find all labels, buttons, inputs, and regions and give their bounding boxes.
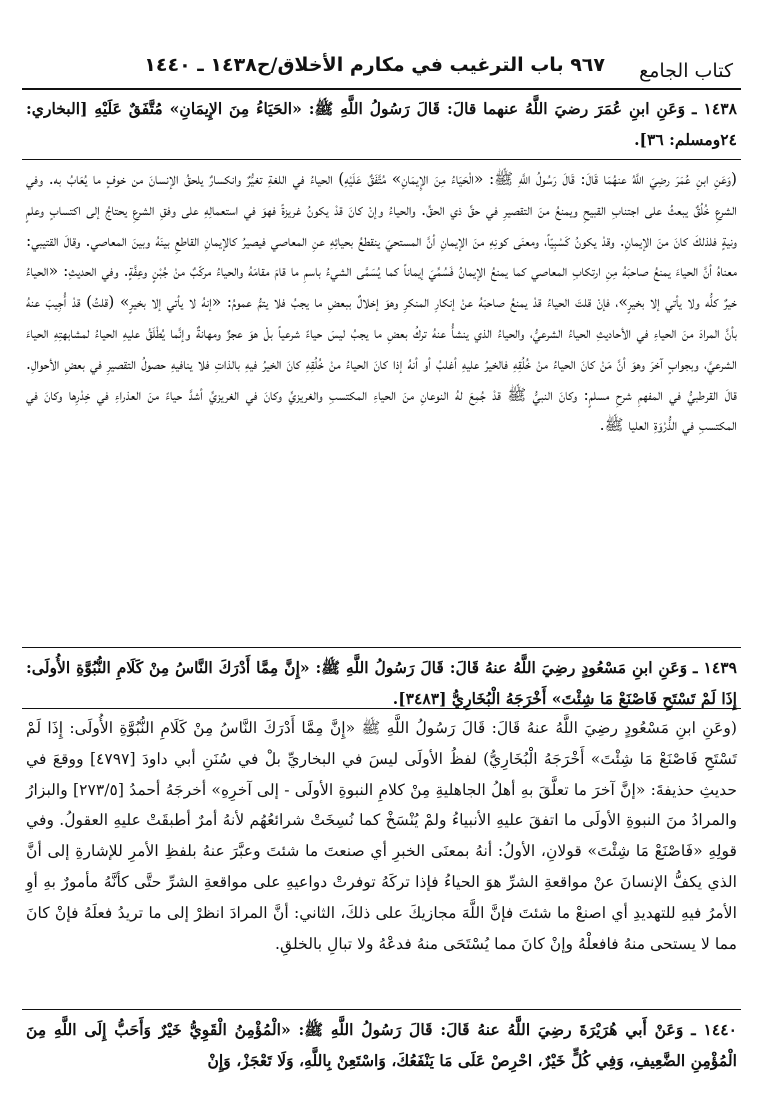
running-header [22, 52, 741, 86]
hadith-1439: ١٤٣٩ ـ وَعَنِ ابنِ مَسْعُودٍ رضِيَ اللَّهُ عنهُ قَالَ: قَالَ رَسُولُ اللَّهِ ﷺ: «إِنَّ مِمَّا أَدْرَكَ النَّاسُ مِنْ كَلَامِ النُّبُوَّةِ الأُولَى: إِذَا لَمْ تَسْتَحِ فَاصْنَعْ مَا شِئْتَ» أَخْرَجَهُ الْبُخَارِيُّ [٣٤٨٣]. [26, 658, 737, 708]
hadith-1438: ١٤٣٨ ـ وَعَنِ ابنِ عُمَرَ رضيَ اللَّهُ عنهما قالَ: قَالَ رَسُولُ اللَّهِ ﷺ: «الحَيَاءُ مِنَ الإِيمَانِ» مُتَّفَقٌ عَلَيْهِ [البخاري: ٢٤ومسلم: ٣٦]. [26, 99, 737, 149]
commentary-1438: (وَعَنِ ابنِ عُمَرَ رضِيَ اللَّهُ عنهُمَا قَالَ: قَالَ رَسُولُ اللَّهِ ﷺ: «الْحَيَاءُ مِنَ الإِيمَانِ» مُتَّفَقٌ عَلَيْهِ) الحياءُ في اللغةِ تغيُّرٌ وانكسارٌ يلحقُ الإنسانَ من خوفٍ ما يُعَابُ به. وفي الشرعِ خُلُقٌ يبعثُ على اجتنابِ القبيحِ ويمنعُ منَ التقصيرِ في حقِّ ذي الحقِّ. والحياءُ وإنْ كانَ قدْ يكونُ غريزةً فهوَ في استعمالِهِ على وفقِ الشرعِ يحتاجُ إلى اكتسابٍ وعلمٍ ونيةٍ فلذلكَ كانَ منَ الإيمانِ. وقدْ يكونُ كَسْبِيّاً، ومعنَى كونِهِ منَ الإيمانِ أنَّ المستحيَ ينقطعُ بحيائِهِ عنِ المعاصي فيصيرُ كالإيمانِ القاطعِ بينَهُ وبينَ المعاصي. وقالَ القتيبي: معناهُ أنَّ الحياءَ يمنعُ صاحبَهُ مِنِ ارتكابِ المعاصي كما يمنعُ الإيمانُ فَسُمِّيَ إيماناً كما يُسَمَّى الشيءُ باسمِ ما قامَ مقامَهُ والحياءُ مركّبٌ منْ جُبْنٍ وعِفَّةٍ. وفي الحديثِ: «الحياءُ خيرٌ كلُّه ولا يأتي إلا بخيرٍ»، فإنْ قلتَ الحياءُ قدْ يمنعُ صاحبَهُ عنْ إنكارِ المنكرِ وهوَ إخلالٌ ببعضِ ما يجبُ فلا يتمُّ عمومُ: «إنهُ لا يأتي إلا بخيرٍ» (قلتُ) قدْ أُجِيبَ عنهُ بأنَّ المرادَ منَ الحياءِ في الأحاديثِ الحياءُ الشرعيُّ، والحياءُ الذي ينشأُ عنهُ تركُ بعضِ ما يجبُ ليسَ حياءً شرعياً بلْ هوَ عجزٌ ومهانةٌ وإنَّما يُطْلَقُ عليهِ الحياءُ لمشابهتِهِ الحياءَ الشرعيَّ، وبجوابٍ آخرَ وهوَ أنَّ مَنْ كانَ الحياءُ منْ خُلُقِهِ فالخيرُ عليهِ أغلبُ أو أنهُ إذا كانَ الحياءُ منْ خُلُقِهِ كانَ الخيرُ فيهِ بالذاتِ فلا ينافيهِ حصولُ التقصيرِ في بعضِ الأحوالِ. قالَ القرطبيُّ في المفهمِ شرحِ مسلمٍ: وكانَ النبيُّ ﷺ قدْ جُمِعَ لهُ النوعانِ منَ الحياءِ المكتسبِ والغريزيِّ وكانَ في الغريزيِّ أشدَّ حياءً منَ العذراءِ في خِدْرِها وكانَ في المكتسبِ في الذُّرْوَةِ العليا ﷺ. [26, 170, 737, 435]
header-rule [22, 88, 741, 90]
hadith-1440: ١٤٤٠ ـ وَعَنْ أَبي هُرَيْرَةَ رضِيَ اللَّهُ عنهُ قَالَ: قَالَ رَسُولُ اللَّهِ ﷺ: «الْمُؤْمِنُ الْقَوِيُّ خَيْرٌ وَأَحَبُّ إِلَى اللَّهِ مِنَ الْمُؤْمِنِ الضَّعِيفِ، وَفِي كُلٍّ خَيْرٌ، احْرِصْ عَلَى مَا يَنْفَعُكَ، وَاسْتَعِنْ بِاللَّهِ، وَلَا تَعْجَزْ، وَإِنْ [26, 1020, 737, 1070]
commentary-1439: (وعَنِ ابنِ مَسْعُودٍ رضِيَ اللَّهُ عنهُ قَالَ: قَالَ رَسُولُ اللَّهِ ﷺ «إِنَّ مِمَّا أَدْرَكَ النَّاسُ مِنْ كَلَامِ النُّبُوَّةِ الأُولَى: إِذَا لَمْ تَسْتَحِ فَاصْنَعْ مَا شِئْتَ» أَخْرَجَهُ الْبُخَارِيُّ) لفظُ الأولَى ليسَ في البخاريِّ بلْ في سُنَنِ أبي داودَ [٤٧٩٧] ووقعَ في حديثِ حذيفةَ: «إنَّ آخرَ ما تعلَّقَ بهِ أهلُ الجاهليةِ مِنْ كلامِ النبوةِ الأولَى - إلى آخرِهِ» أخرجَهُ أحمدُ [٢٧٣/٥] والبزارُ والمرادُ منَ النبوةِ الأولَى ما اتفقَ عليهِ الأنبياءُ ولمْ يُنْسَخْ كما نُسِخَتْ شرائعُهُم لأنهُ أمرٌ أطبقَتْ عليهِ العقولُ. وفي قولِهِ «فَاصْنَعْ مَا شِئْتَ» قولانِ، الأولُ: أنهُ بمعنَى الخبرِ أي صنعتَ ما شئتَ وعبَّرَ عنهُ بلفظِ الأمرِ للإشارةِ إلى أنَّ الذي يكفُّ الإنسانَ عنْ مواقعةِ الشرِّ هوَ الحياءُ فإذا تركَهُ توفرتْ دواعيهِ على مواقعةِ الشرِّ حتَّى كأنَّهُ مأمورٌ بهِ أوِ الأمرُ فيهِ للتهديدِ أي اصنعْ ما شئتَ فإنَّ اللَّهَ مجازيكَ على ذلكَ، الثاني: أنَّ المرادَ انظرْ إلى ما تريدُ فعلَهُ فإنْ كانَ مما لا يستحى منهُ فافعلْهُ وإنْ كانَ مما يُسْتَحَى منهُ فدعْهُ ولا تبالِ بالخلقِ. [26, 719, 737, 953]
section-divider [22, 647, 741, 648]
chapter-title: ٩٦٧ باب الترغيب في مكارم الأخلاق/ح١٤٣٨ ـ ١٤٤٠ [144, 54, 605, 76]
section-divider [22, 159, 741, 160]
section-divider [22, 1009, 741, 1010]
section-divider [22, 708, 741, 709]
book-name: كتاب الجامع [639, 60, 733, 82]
